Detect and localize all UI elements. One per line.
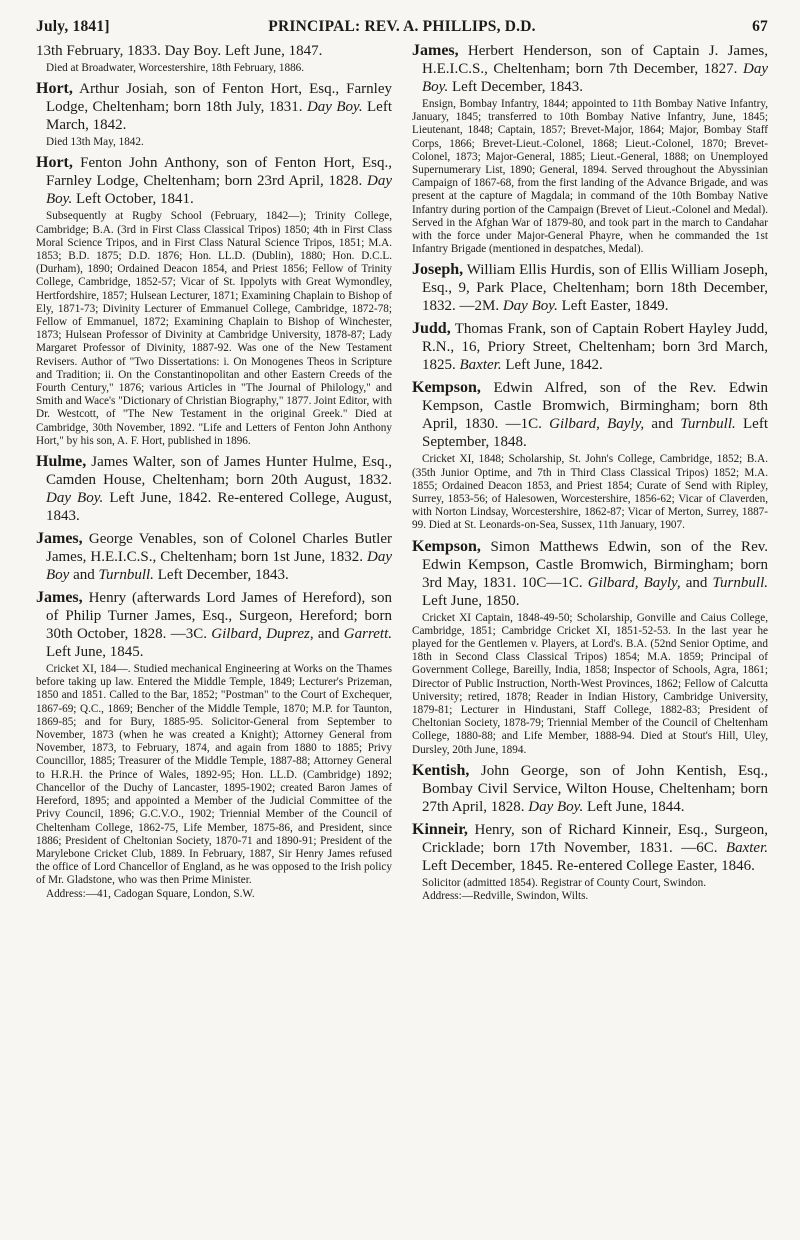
- entry-surname: Hulme,: [36, 453, 87, 471]
- entry-text: Henry, son of Richard Kinneir, Esq., Surgeon, Cricklade; born 17th November, 1831. —6C.: [422, 821, 768, 856]
- entry-surname: Judd,: [412, 320, 451, 338]
- entry-surname: Kentish,: [412, 761, 470, 779]
- entry-text: Edwin Alfred, son of the Rev. Edwin Kempson, Castle Bromwich, Birmingham; born 8th April, 1830. —1C.: [422, 380, 768, 433]
- entry-text: 13th February, 1833. Day Boy. Left June, 1847.: [36, 43, 323, 59]
- entry-surname: Kinneir,: [412, 820, 468, 838]
- entry-tutor: Turnbull.: [712, 574, 768, 591]
- entry-tutor: Turnbull.: [680, 416, 736, 433]
- entry-tutor: Baxter.: [459, 357, 502, 374]
- entry-text: James Walter, son of James Hunter Hulme, Esq., Camden House, Cheltenham; born 20th August, 1832.: [46, 454, 392, 489]
- right-column: [412, 42, 768, 908]
- entry-text: Fenton John Anthony, son of Fenton Hort, Esq., Farnley Lodge, Cheltenham; born 23rd April, 1828.: [46, 155, 392, 190]
- entry-dayboy: Day Boy.: [46, 490, 104, 507]
- entry-judd: [412, 320, 768, 374]
- entry-tutors: Gilbard, Bayly,: [587, 574, 681, 591]
- entry-main: [412, 762, 768, 816]
- entry-tutor: Garrett.: [343, 626, 392, 643]
- entry-main: [412, 42, 768, 96]
- entry-detail: Died at Broadwater, Worcestershire, 18th February, 1886.: [46, 62, 305, 74]
- entry-leaving: Left June, 1845.: [46, 644, 144, 661]
- entry-detail: Died 13th May, 1842.: [46, 136, 144, 149]
- entry-text: Arthur Josiah, son of Fenton Hort, Esq., Farnley Lodge, Cheltenham; born 18th July, 1831.: [46, 81, 392, 116]
- entry-and: and: [313, 626, 344, 643]
- entry-kentish: [412, 762, 768, 816]
- entry-main: [412, 320, 768, 374]
- entry-detail: Ensign, Bombay Infantry, 1844; appointed to 11th Bombay Native Infantry, January, 1845; transferred to 10th Bombay Native Infantry, June, 1845; Lieutenant, 1848; Captain, 1857; Brevet-Major, 1864; Major, Bombay Staff Corps, 1866; Brevet-Lieut.-Colonel, 1868; Lieut.-Colonel, 1870; Brevet-Colonel, 1873; Major-General, 1885; Lieut.-General, 1888; on Unemployed Supernumerary List, 1890; General, 1894. Served throughout the Abyssinian Campaign of 1867-68, from the first landing of the Advance Brigade, and was present at the capture of Magdala; in command of the 10th Bombay Native Infantry during portion of the Campaign (Brevet of Lieut.-Colonel and Medal). Served in the Afghan War of 1879-80, and took part in the march to Candahar with the force under Major-General Phayre, when he commanded the 1st Infantry Brigade (mentioned in despatches, Medal).: [412, 98, 768, 256]
- entry-continued: [36, 42, 392, 75]
- entry-surname: James,: [36, 589, 83, 607]
- entry-hort-arthur: [36, 80, 392, 149]
- entry-detail: Solicitor (admitted 1854). Registrar of County Court, Swindon.: [422, 876, 707, 889]
- running-header: [36, 14, 768, 40]
- page-number: 67: [752, 18, 768, 35]
- entry-tutor: Baxter.: [725, 839, 768, 856]
- entry-hort-fenton: [36, 154, 392, 448]
- entry-main: [412, 379, 768, 451]
- entry-main: [36, 589, 392, 661]
- entry-joseph: [412, 261, 768, 315]
- entry-leaving: Left June, 1844.: [583, 798, 685, 815]
- entry-dayboy: Day Boy: [46, 549, 392, 584]
- entry-leaving: Left October, 1841.: [72, 191, 194, 208]
- entry-text: George Venables, son of Colonel Charles Butler James, H.E.I.C.S., Cheltenham; born 1st June, 1832.: [46, 531, 392, 566]
- entry-leaving: Left June, 1850.: [422, 592, 520, 609]
- entry-dayboy: Day Boy.: [502, 298, 558, 315]
- entry-leaving: Left June, 1842. Re-entered College, August, 1843.: [46, 490, 392, 525]
- entry-tutors: Gilbard, Bayly,: [549, 416, 645, 433]
- entry-main: [412, 261, 768, 315]
- entry-and: and: [69, 567, 99, 584]
- entry-leaving: Left December, 1843.: [448, 79, 584, 95]
- entry-leaving: Left December, 1843.: [153, 567, 289, 584]
- header-title: PRINCIPAL: REV. A. PHILLIPS, D.D.: [268, 18, 536, 35]
- entry-detail: Cricket XI Captain, 1848-49-50; Scholarship, Gonville and Caius College, Cambridge, 1851; Cambridge Cricket XI, 1851-52-53. In the last year he played for the Gentlemen v. Players, at Lord's. B.A. (52nd Senior Optime, and 18th in Second Class Classical Tripos) 1854; M.A. 1859; Principal of Government College, Bareilly, India, 1858; Inspector of Schools, Agra, 1861; Director of Public Instruction, North-West Provinces, 1862; Fellow of Calcutta University; retired, 1878; Reader in Indian History, Cambridge University, 1879-81; Lecturer in Hindustani, Staff College, 1882-83; President of Cheltonian Society, 1878-79; Triennial Member of the Council of Cheltenham College, 1880-88; and Life Member, 1888-94. Died at Stout's Hill, Uley, Dursley, 20th June, 1894.: [412, 611, 768, 756]
- entry-surname: James,: [412, 42, 459, 59]
- entry-dayboy: Day Boy.: [46, 173, 392, 208]
- entry-surname: Kempson,: [412, 379, 481, 397]
- entry-surname: Kempson,: [412, 537, 481, 555]
- header-date: July, 1841]: [36, 18, 110, 35]
- entry-leaving: Left Easter, 1849.: [557, 298, 669, 315]
- entry-leaving: Left September, 1848.: [422, 416, 768, 451]
- entry-tutor: Turnbull.: [98, 567, 154, 584]
- entry-text: Henry (afterwards Lord James of Hereford), son of Philip Turner James, Esq., Surgeon, Hereford; born 30th October, 1828. —3C.: [46, 590, 392, 643]
- entry-dayboy: Day Boy.: [422, 61, 768, 95]
- entry-hulme: [36, 453, 392, 525]
- entry-kempson-simon: [412, 538, 768, 757]
- entry-leaving: Left March, 1842.: [46, 99, 392, 134]
- entry-text: Thomas Frank, son of Captain Robert Hayley Judd, R.N., 16, Priory Street, Cheltenham; born 3rd March, 1825.: [422, 321, 768, 374]
- entry-surname: Joseph,: [412, 261, 464, 279]
- entry-text: Herbert Henderson, son of Captain J. James, H.E.I.C.S., Cheltenham; born 7th December, 1827.: [422, 43, 768, 77]
- entry-leaving: Left December, 1845. Re-entered College Easter, 1846.: [422, 857, 755, 874]
- entry-leaving: Left June, 1842.: [501, 357, 603, 374]
- entry-james-george: [36, 530, 392, 584]
- entry-detail: Cricket XI, 184—. Studied mechanical Engineering at Works on the Thames before taking up law. Entered the Middle Temple, 1849; Lecturer's Prizeman, 1850 and 1851. Called to the Bar, 1852; "Postman" to the Court of Exchequer, 1867-69; Q.C., 1869; Bencher of the Middle Temple, 1870; M.P. for Taunton, 1869-85; and for Bury, 1885-95. Solicitor-General from September to November, 1873 (when he was created a Knight); Attorney General from November, 1873, to February, 1874, and again from 1880 to 1885; Privy Councillor, 1885; Treasurer of the Middle Temple, 1887-88; Attorney General to H.R.H. the Prince of Wales, 1892-95; Hon. LL.D. (Cambridge) 1892; Chancellor of the Duchy of Lancaster, 1895-1902; created Baron James of Hereford, 1895; and appointed a Member of the Judicial Committee of the Privy Council, 1896; G.C.V.O., 1902; Triennial Member of the Council of Cheltenham College, 1862-75, Life Member, 1875-86, and President, since 1886; President of Cheltonian Society, 1870-71 and 1890-91; President of the Marylebone Cricket Club, 1889. In February, 1887, Sir Henry James refused the office of Lord Chancellor of England, as he was opposed to the Irish policy of Mr. Gladstone, who was then Prime Minister.: [36, 663, 392, 887]
- entry-main: [36, 154, 392, 208]
- entry-surname: James,: [36, 530, 83, 548]
- entry-detail: Cricket XI, 1848; Scholarship, St. John's College, Cambridge, 1852; B.A. (35th Junior Optime, and 7th in Third Class Classical Tripos) 1852; M.A. 1855; Ordained Deacon 1853, and Priest 1854; Curate of Send with Ripley, Surrey, 1853-56; of Halesowen, Worcestershire, 1856-62; Vicar of Claverden, with Norton Lindsay, Worcestershire, 1862-87; Vicar of Merton, Surrey, 1887-99. Died at St. Leonards-on-Sea, Sussex, 11th January, 1907.: [412, 453, 768, 532]
- entry-surname: Hort,: [36, 154, 73, 172]
- entry-dayboy: Day Boy.: [528, 798, 584, 815]
- entry-main: [36, 80, 392, 134]
- entry-kempson-edwin: [412, 379, 768, 532]
- entry-kinneir: [412, 821, 768, 903]
- entry-main: [412, 821, 768, 875]
- entry-james-herbert: [412, 42, 768, 256]
- entry-text: Simon Matthews Edwin, son of the Rev. Edwin Kempson, Castle Bromwich, Birmingham; born 3rd May, 1831. 10C—1C.: [422, 538, 768, 591]
- entry-main: [36, 530, 392, 584]
- entry-text: William Ellis Hurdis, son of Ellis William Joseph, Esq., 9, Park Place, Cheltenham; born 18th December, 1832. —2M.: [422, 262, 768, 315]
- entry-address: Address:—41, Cadogan Square, London, S.W.: [46, 887, 255, 900]
- entry-text: John George, son of John Kentish, Esq., Bombay Civil Service, Wilton House, Cheltenham; born 27th April, 1828.: [422, 762, 768, 815]
- entry-address: Address:—Redville, Swindon, Wilts.: [422, 890, 589, 903]
- entry-detail: Subsequently at Rugby School (February, 1842—); Trinity College, Cambridge; B.A. (3rd in First Class Classical Tripos) 1850; 4th in First Class Moral Science Tripos, and in First Class Natural Science Tripos, 1851; M.A. 1853; B.D. 1875; D.D. 1876; Hon. LL.D. (Dublin), 1880; Hon. D.C.L. (Durham), 1890; Ordained Deacon 1854, and Priest 1856; Fellow of Trinity College, Cambridge, 1852-57; Vicar of St. Ippolyts with Great Wymondley, Hertfordshire, 1857; Hulsean Lecturer, 1871; Examining Chaplain to Bishop of Ely, 1871-73; Divinity Lecturer of Emmanuel College, Cambridge, 1872-78; Fellow of Emmanuel, 1872; Examining Chaplain to Bishop of Winchester, 1873; Hulsean Professor of Divinity at Cambridge University, 1878-87; Lady Margaret Professor of Divinity, 1887-92. Was one of the New Testament Revisers. Author of "Two Dissertations: i. On Monogenes Theos in Scripture and Tradition; ii. On the Constantinopolitan and other Eastern Creeds of the Fourth Century," 1876; various Articles in "The Journal of Philology," and Smith and Wace's "Dictionary of Christian Biography," 1877. Joint Editor, with Dr. Westcott, of "The New Testament in the original Greek." Died at Cambridge, 30th November, 1892. "Life and Letters of Fenton John Anthony Hort," by his son, A. F. Hort, published in 1896.: [36, 210, 392, 447]
- entry-and: and: [644, 416, 681, 433]
- entry-main: [412, 538, 768, 610]
- entry-tutors: Gilbard, Duprez,: [211, 626, 314, 643]
- entry-and: and: [680, 574, 713, 591]
- left-column: [36, 42, 392, 906]
- entry-dayboy: Day Boy.: [306, 99, 363, 116]
- entry-main: [36, 453, 392, 525]
- entry-surname: Hort,: [36, 80, 73, 98]
- entry-james-henry: [36, 589, 392, 901]
